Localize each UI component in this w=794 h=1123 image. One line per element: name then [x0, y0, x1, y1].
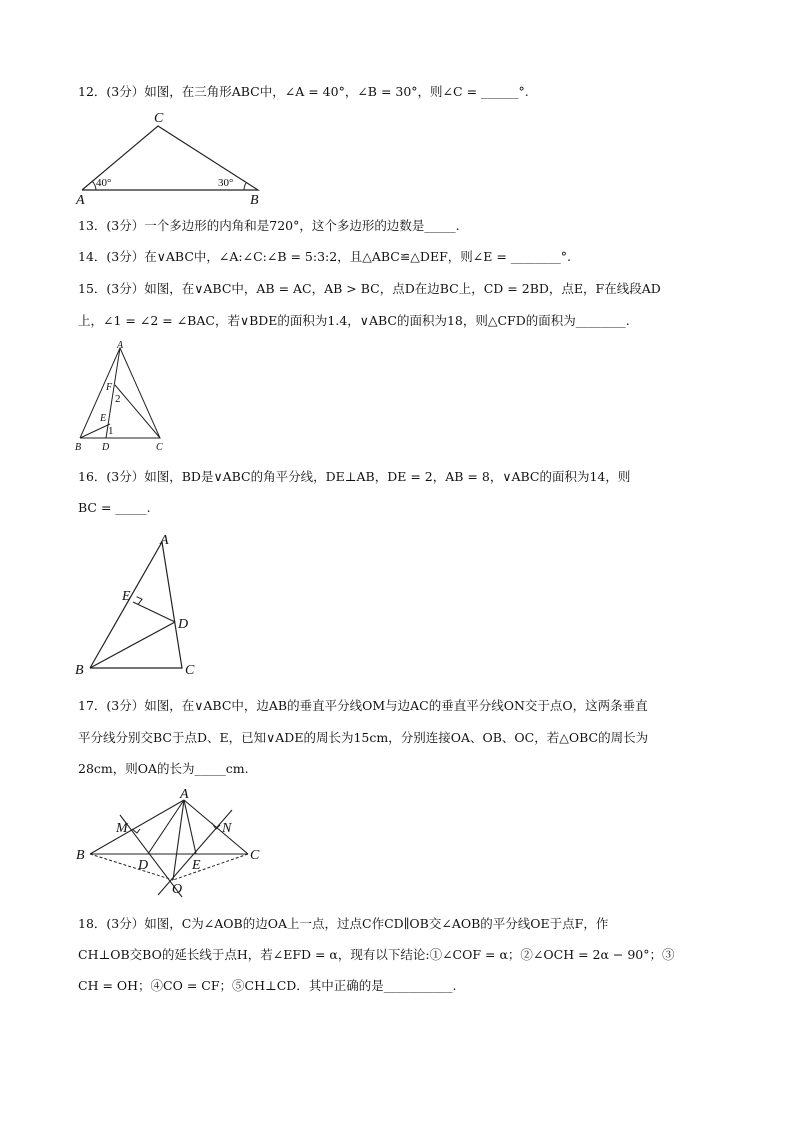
- segment-ac: [184, 800, 248, 854]
- angle-label-b: 30°: [218, 177, 234, 189]
- question-17-line-2: 平分线分别交BC于点D、E，已知∨ADE的周长为15cm，分别连接OA、OB、OC，若△OBC的周长为: [78, 730, 649, 745]
- segment-be: [80, 424, 110, 438]
- vertex-label-b: B: [76, 848, 85, 863]
- point-label-e: E: [192, 858, 201, 873]
- right-angle-mark: [137, 597, 142, 605]
- right-angle-mark-n: [212, 823, 220, 829]
- question-14-text: 14．(3分）在∨ABC中，∠A:∠C:∠B = 5:3:2，且△ABC≌△DEF，则∠E = ________°.: [78, 249, 571, 264]
- segment-ob: [90, 854, 173, 880]
- question-18-line-3: CH = OH；④CO = CF；⑤CH⊥CD．其中正确的是___________.: [78, 978, 457, 993]
- vertex-label-a: A: [180, 787, 189, 802]
- triangle-abc-outline: [90, 542, 182, 668]
- figure-triangle-16: [72, 530, 212, 680]
- angle-label-a: 40°: [96, 177, 112, 189]
- vertex-label-b: B: [250, 193, 259, 208]
- segment-ao: [173, 800, 184, 880]
- question-12-text: 12．(3分）如图，在三角形ABC中，∠A = 40°，∠B = 30°，则∠C = ______°.: [78, 84, 529, 99]
- angle-label-1: 1: [108, 425, 114, 437]
- vertex-label-b: B: [75, 663, 84, 678]
- angle-b-arc: [244, 183, 246, 190]
- vertex-label-a: A: [117, 340, 124, 351]
- question-17-line-3: 28cm，则OA的长为_____cm.: [78, 761, 249, 776]
- question-17-line-1: 17．(3分）如图，在∨ABC中，边AB的垂直平分线OM与边AC的垂直平分线ON交于点O，这两条垂直: [78, 698, 648, 713]
- vertex-label-c: C: [156, 442, 163, 453]
- question-18-line-2: CH⊥OB交BO的延长线于点H，若∠EFD = α，现有以下结论:①∠COF = α；②∠OCH = 2α − 90°；③: [78, 947, 675, 962]
- point-label-d: D: [138, 858, 149, 873]
- point-label-d: D: [178, 617, 189, 632]
- question-18-line-1: 18．(3分）如图，C为∠AOB的边OA上一点，过点C作CD∥OB交∠AOB的平分线OE于点F，作: [78, 916, 609, 931]
- segment-ad: [148, 800, 184, 854]
- question-13-text: 13．(3分）一个多边形的内角和是720°，这个多边形的边数是_____.: [78, 218, 460, 233]
- figure-triangle-abc-12: [70, 108, 270, 208]
- vertex-label-a: A: [160, 533, 169, 548]
- vertex-label-c: C: [250, 848, 260, 863]
- question-16-line-2: BC = _____.: [78, 500, 151, 515]
- figure-triangle-15: [72, 340, 172, 455]
- figure-triangle-17: [72, 785, 272, 900]
- angle-label-2: 2: [115, 393, 121, 405]
- segment-de: [133, 602, 175, 622]
- point-label-o: O: [172, 882, 183, 897]
- point-label-f: F: [106, 382, 113, 393]
- vertex-label-d: D: [102, 442, 110, 453]
- point-label-n: N: [222, 821, 232, 836]
- point-label-e: E: [100, 413, 107, 424]
- vertex-label-c: C: [185, 663, 195, 678]
- segment-ab: [90, 800, 184, 854]
- vertex-label-a: A: [76, 193, 85, 208]
- question-15-line-2: 上，∠1 = ∠2 = ∠BAC，若∨BDE的面积为1.4，∨ABC的面积为18，则△CFD的面积为________.: [78, 313, 630, 328]
- segment-oc: [173, 854, 248, 880]
- question-15-line-1: 15．(3分）如图，在∨ABC中，AB = AC，AB > BC，点D在边BC上，CD = 2BD，点E，F在线段AD: [78, 281, 661, 296]
- point-label-m: M: [116, 821, 128, 836]
- vertex-label-c: C: [154, 111, 164, 126]
- question-16-line-1: 16．(3分）如图，BD是∨ABC的角平分线，DE⊥AB，DE = 2，AB = 8，∨ABC的面积为14，则: [78, 469, 631, 484]
- point-label-e: E: [122, 589, 131, 604]
- segment-cf: [115, 385, 160, 438]
- vertex-label-b: B: [75, 442, 82, 453]
